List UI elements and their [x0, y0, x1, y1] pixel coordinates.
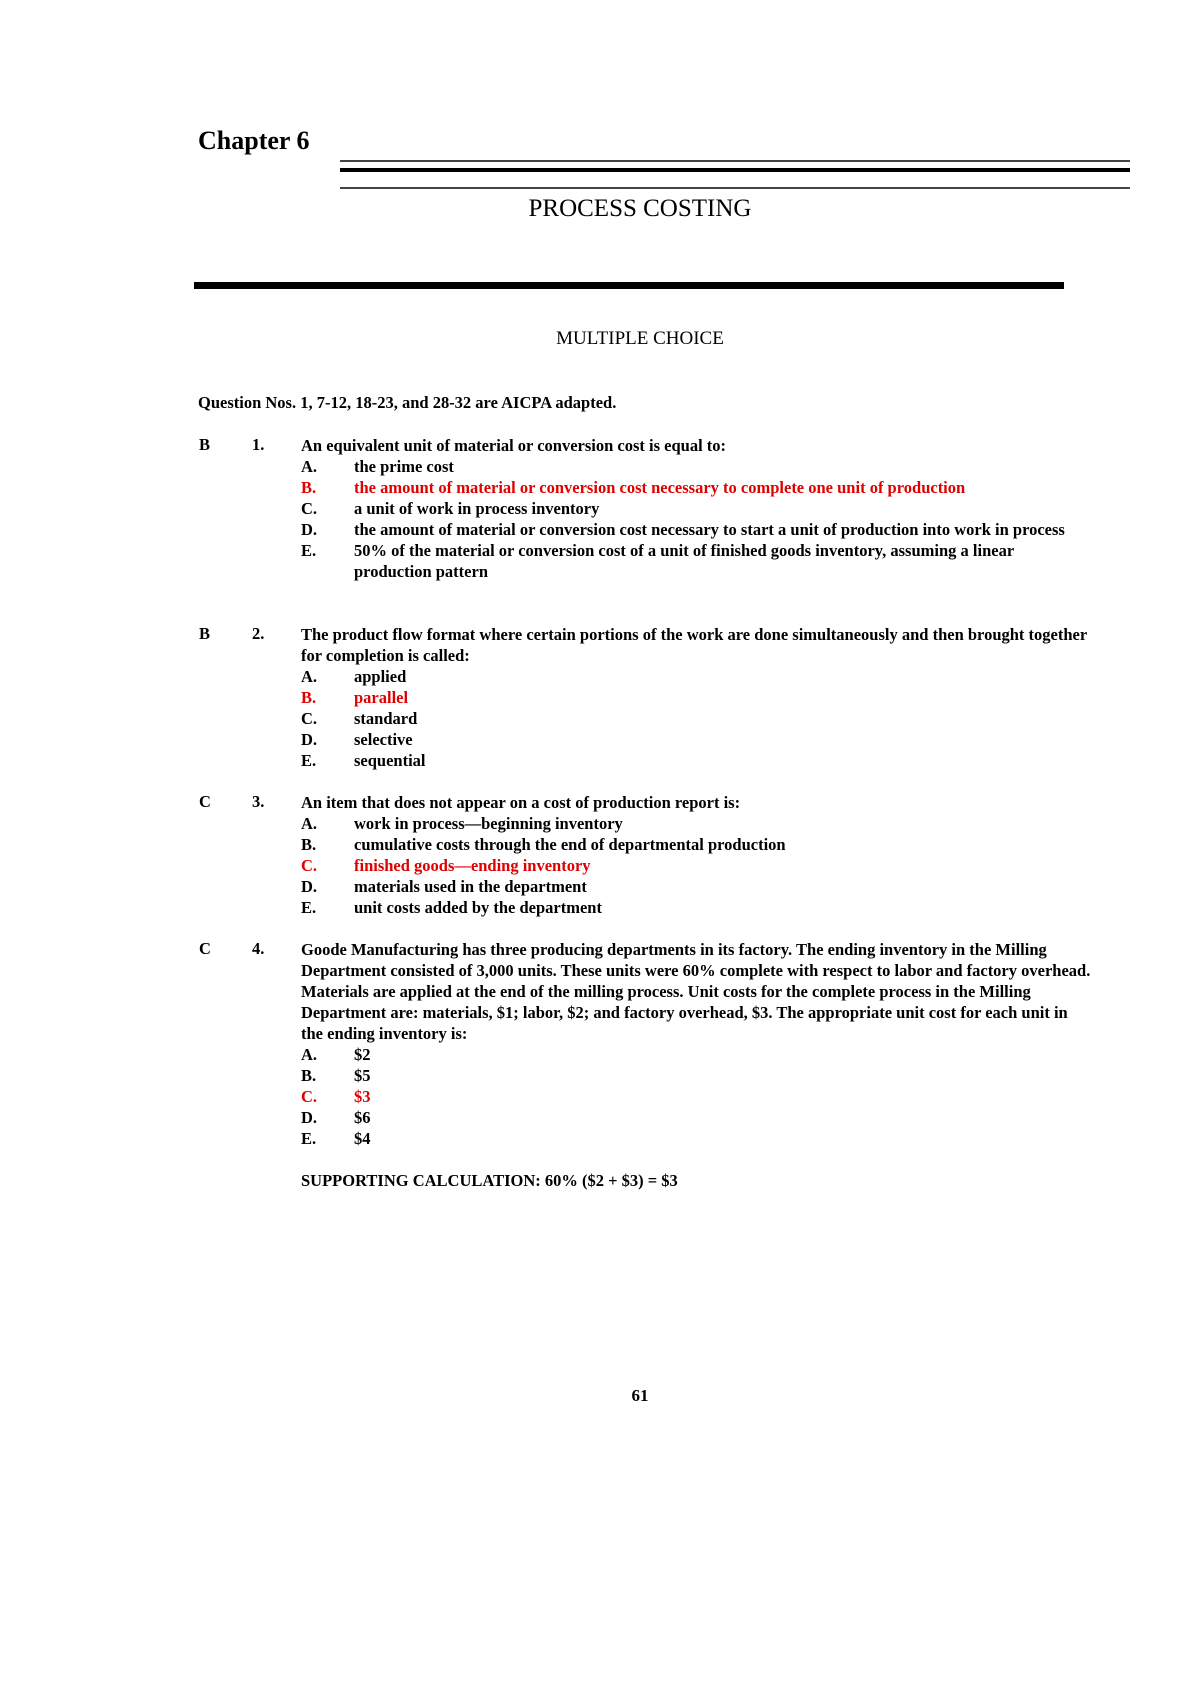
- question-number: 2.: [252, 624, 265, 643]
- option-d: [301, 876, 1091, 897]
- option-letter: D.: [301, 730, 318, 749]
- option-text: the amount of material or conversion cost necessary to complete one unit of production: [354, 478, 966, 497]
- option-letter: C.: [301, 499, 318, 518]
- answer-key: B: [199, 435, 211, 454]
- header-rule-thin-top: [340, 160, 1130, 162]
- option-letter: A.: [301, 667, 318, 686]
- option-letter: E.: [301, 1129, 317, 1148]
- option-text: selective: [354, 730, 413, 749]
- option-letter: C.: [301, 1087, 318, 1106]
- question-stem: Goode Manufacturing has three producing departments in its factory. The ending inventory in the Milling Department consisted of 3,000 units. These units were 60% complete with respect to labor and factory overhead. Materials are applied at the end of the milling process. Unit costs for the complete process in the Milling Department are: materials, $1; labor, $2; and factory overhead, $3. The appropriate unit cost for each unit in the ending inventory is:: [301, 940, 1091, 1043]
- option-c: [301, 708, 1091, 729]
- option-text: finished goods—ending inventory: [354, 856, 591, 875]
- answer-key: C: [199, 939, 211, 958]
- option-letter: E.: [301, 751, 317, 770]
- option-b: [301, 834, 1091, 855]
- header-rule-thin-bottom: [340, 187, 1130, 189]
- option-e: [301, 897, 1091, 918]
- option-letter: B.: [301, 835, 317, 854]
- option-letter: A.: [301, 1045, 318, 1064]
- question-number: 1.: [252, 435, 265, 454]
- option-letter: B.: [301, 478, 317, 497]
- option-text: unit costs added by the department: [354, 898, 602, 917]
- option-text: the prime cost: [354, 457, 454, 476]
- chapter-label: Chapter 6: [198, 126, 310, 155]
- option-letter: E.: [301, 898, 317, 917]
- question-stem: An equivalent unit of material or conversion cost is equal to:: [301, 436, 727, 455]
- page-number: 61: [631, 1386, 649, 1405]
- question-number: 3.: [252, 792, 265, 811]
- option-text: cumulative costs through the end of departmental production: [354, 835, 786, 854]
- option-a: [301, 666, 1091, 687]
- option-b-correct: [301, 687, 1091, 708]
- question-number: 4.: [252, 939, 265, 958]
- option-letter: A.: [301, 457, 318, 476]
- chapter-title: PROCESS COSTING: [528, 195, 752, 222]
- option-b-correct: [301, 477, 1091, 498]
- option-text: $2: [354, 1045, 371, 1064]
- option-e: [301, 540, 1091, 582]
- option-letter: B.: [301, 688, 317, 707]
- option-c: [301, 498, 1091, 519]
- option-c-correct: [301, 1086, 1091, 1107]
- header-rule-thick: [340, 168, 1130, 172]
- option-d: [301, 519, 1091, 540]
- option-c-correct: [301, 855, 1091, 876]
- option-letter: B.: [301, 1066, 317, 1085]
- option-text: $5: [354, 1066, 371, 1085]
- option-letter: A.: [301, 814, 318, 833]
- answer-key: B: [199, 624, 211, 643]
- option-text: sequential: [354, 751, 426, 770]
- option-letter: C.: [301, 856, 318, 875]
- question-stem: The product flow format where certain portions of the work are done simultaneously and then brought together for completion is called:: [301, 625, 1087, 665]
- question-body: [301, 624, 1091, 771]
- option-text: standard: [354, 709, 418, 728]
- option-text: work in process—beginning inventory: [354, 814, 623, 833]
- option-letter: D.: [301, 1108, 318, 1127]
- option-text: $6: [354, 1108, 371, 1127]
- option-letter: D.: [301, 520, 318, 539]
- option-e: [301, 1128, 1091, 1149]
- supporting-calculation: SUPPORTING CALCULATION: 60% ($2 + $3) = $3: [301, 1171, 678, 1190]
- option-letter: D.: [301, 877, 318, 896]
- option-a: [301, 1044, 1091, 1065]
- option-letter: C.: [301, 709, 318, 728]
- option-text: $3: [354, 1087, 371, 1106]
- option-b: [301, 1065, 1091, 1086]
- question-stem: An item that does not appear on a cost of production report is:: [301, 793, 741, 812]
- option-text: a unit of work in process inventory: [354, 499, 600, 518]
- option-text: the amount of material or conversion cost necessary to start a unit of production into work in process: [354, 520, 1065, 539]
- option-text: materials used in the department: [354, 877, 587, 896]
- option-text: $4: [354, 1129, 371, 1148]
- question-body: [301, 435, 1091, 582]
- option-d: [301, 1107, 1091, 1128]
- option-text: applied: [354, 667, 407, 686]
- option-a: [301, 456, 1091, 477]
- option-text: 50% of the material or conversion cost of a unit of finished goods inventory, assuming a linear production pattern: [354, 541, 1014, 581]
- intro-note: Question Nos. 1, 7-12, 18-23, and 28-32 are AICPA adapted.: [198, 393, 617, 412]
- option-d: [301, 729, 1091, 750]
- option-a: [301, 813, 1091, 834]
- section-heading: MULTIPLE CHOICE: [556, 328, 724, 349]
- question-body: [301, 939, 1091, 1191]
- option-text: parallel: [354, 688, 409, 707]
- option-e: [301, 750, 1091, 771]
- title-underline-rule: [194, 282, 1064, 289]
- option-letter: E.: [301, 541, 317, 560]
- answer-key: C: [199, 792, 211, 811]
- question-body: [301, 792, 1091, 918]
